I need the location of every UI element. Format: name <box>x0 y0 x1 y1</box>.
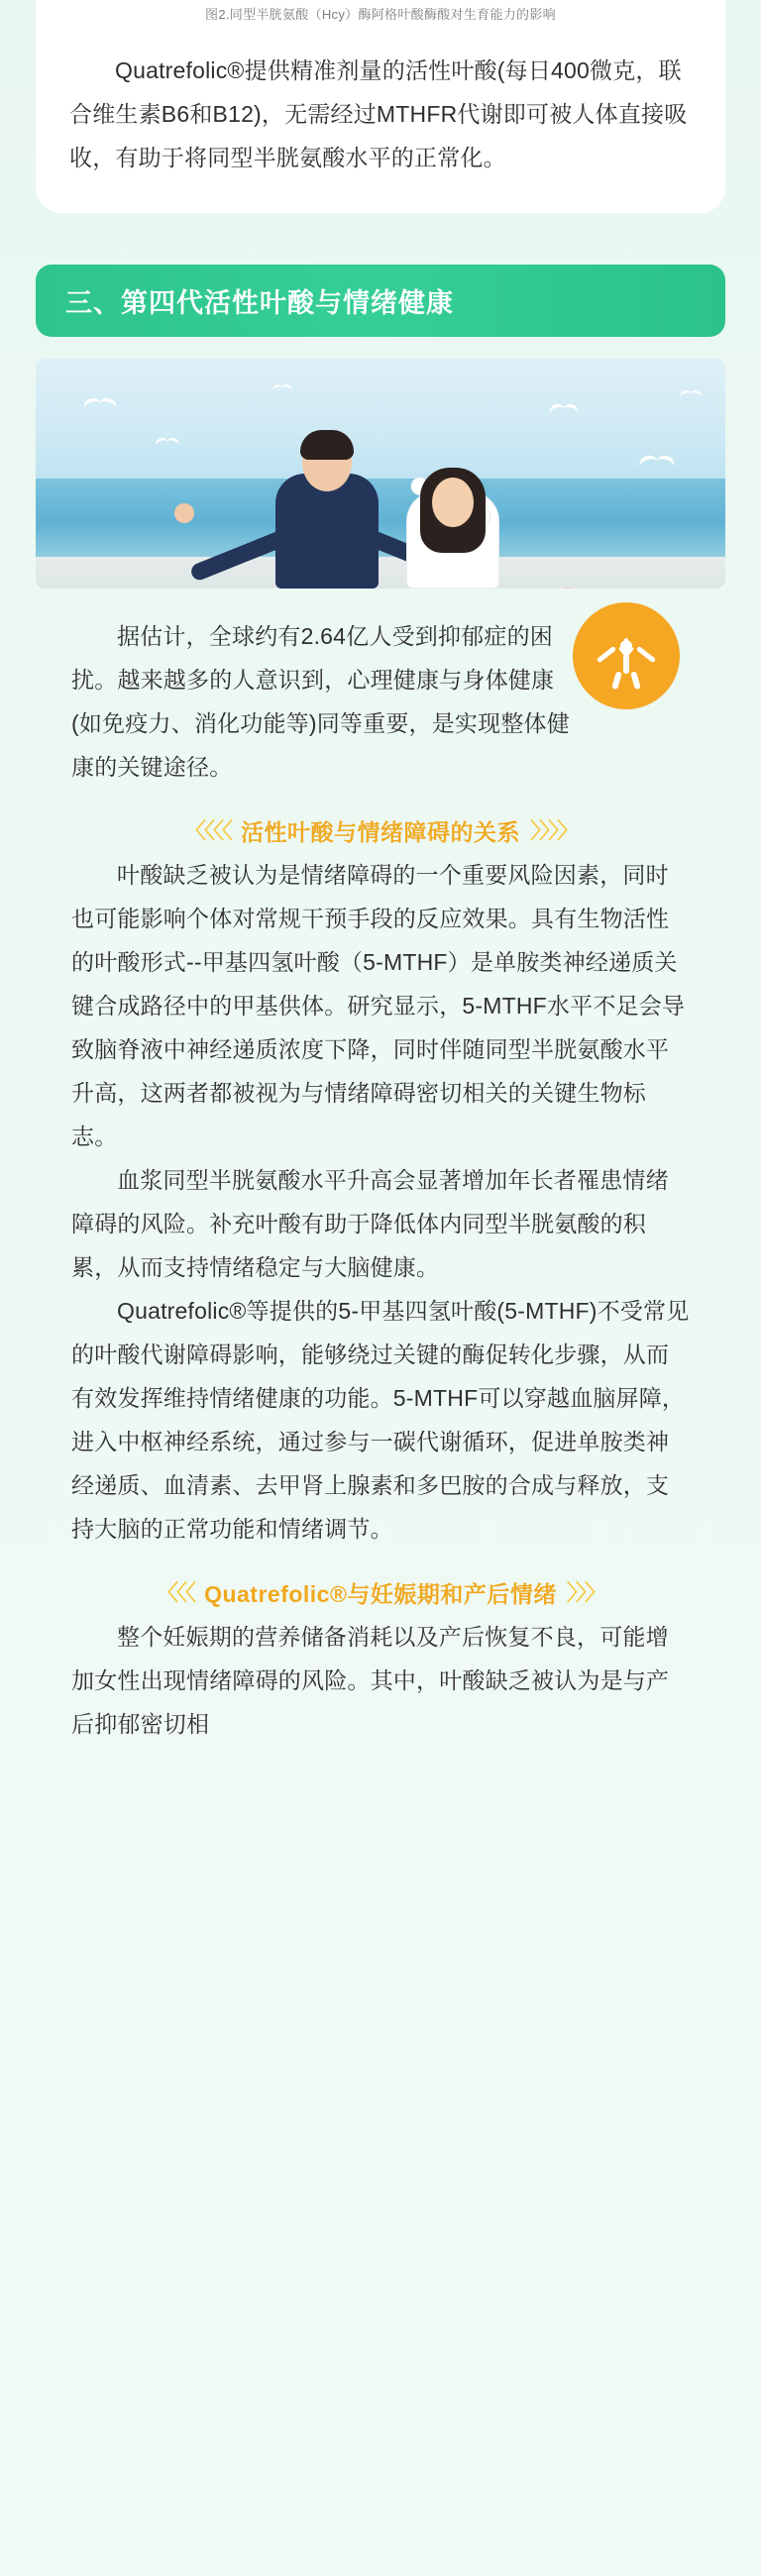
intro-block <box>71 614 690 789</box>
badge-head <box>620 640 632 652</box>
badge-right-arm <box>636 646 656 663</box>
man-hair <box>300 430 354 460</box>
woman-face <box>432 478 474 527</box>
subsection-paragraph: 叶酸缺乏被认为是情绪障碍的一个重要风险因素，同时也可能影响个体对常规干预手段的反应效果。具有生物活性的叶酸形式--甲基四氢叶酸（5-MTHF）是单胺类神经递质关键合成路径中的甲基供体。研究显示，5-MTHF水平不足会导致脑脊液中神经递质浓度下降，同时伴随同型半胱氨酸水平升高，这两者都被视为与情绪障碍密切相关的关键生物标志。 <box>71 862 686 1149</box>
subsection-folate-mood <box>71 814 690 1551</box>
top-card-paragraph: Quatrefolic®提供精准剂量的活性叶酸(每日400微克，联合维生素B6和B12)，无需经过MTHFR代谢即可被人体直接吸收，有助于将同型半胱氨酸水平的正常化。 <box>69 57 688 170</box>
couple-figures <box>217 400 544 589</box>
chevron-right-icon: 〉〉〉 <box>566 1579 604 1605</box>
seagull-icon <box>681 385 702 395</box>
subsection-paragraph: Quatrefolic®等提供的5-甲基四氢叶酸(5-MTHF)不受常见的叶酸代谢障碍影响，能够绕过关键的酶促转化步骤，从而有效发挥维持情绪健康的功能。5-MTHF可以穿越血脑屏障，进入中枢神经系统，通过参与一碳代谢循环，促进单胺类神经递质、血清素、去甲肾上腺素和多巴胺的合成与释放，支持大脑的正常功能和情绪调节。 <box>71 1298 690 1542</box>
man-left-hand <box>174 503 194 523</box>
seagull-icon <box>550 397 579 411</box>
subsection-paragraph: 整个妊娠期的营养储备消耗以及产后恢复不良，可能增加女性出现情绪障碍的风险。其中，叶酸缺乏被认为是与产后抑郁密切相 <box>71 1624 670 1737</box>
man-figure <box>253 404 401 589</box>
section-three-intro-paragraph: 据估计，全球约有2.64亿人受到抑郁症的困扰。越来越多的人意识到，心理健康与身体健康(如免疫力、消化功能等)同等重要，是实现整体健康的关键途径。 <box>71 623 570 780</box>
section-three-header: 三、第四代活性叶酸与情绪健康 <box>36 265 725 337</box>
seagull-icon <box>272 380 292 390</box>
celebrating-person-icon <box>573 602 680 709</box>
badge-body <box>623 654 629 674</box>
bottom-spacer <box>36 1746 725 1766</box>
section-three <box>36 265 725 1766</box>
chevron-left-icon: 〈〈〈〈 <box>183 817 231 843</box>
badge-figure <box>599 630 653 684</box>
chevron-right-icon: 〉〉〉〉 <box>530 817 578 843</box>
top-content-card <box>36 0 725 213</box>
subsection-title: Quatrefolic®与妊娠期和产后情绪 <box>204 1581 557 1607</box>
subsection-heading <box>71 814 690 847</box>
seagull-icon <box>156 433 178 445</box>
subsection-heading <box>71 1576 690 1609</box>
badge-right-leg <box>630 671 641 690</box>
subsection-pregnancy-mood <box>71 1576 690 1746</box>
figure-caption: 图2.同型半胱氨酸（Hcy）酶阿格叶酸酶酸对生育能力的影响 <box>205 7 556 22</box>
chevron-left-icon: 〈〈〈 <box>157 1579 195 1605</box>
seagull-icon <box>639 448 674 466</box>
woman-figure <box>387 440 518 589</box>
badge-left-arm <box>597 646 616 663</box>
badge-left-leg <box>611 671 622 690</box>
hero-photo-couple-beach <box>36 359 725 589</box>
subsection-title: 活性叶酸与情绪障碍的关系 <box>241 819 520 845</box>
seagull-icon <box>84 390 117 406</box>
subsection-paragraph: 血浆同型半胱氨酸水平升高会显著增加年长者罹患情绪障碍的风险。补充叶酸有助于降低体内同型半胱氨酸的积累，从而支持情绪稳定与大脑健康。 <box>71 1167 669 1280</box>
